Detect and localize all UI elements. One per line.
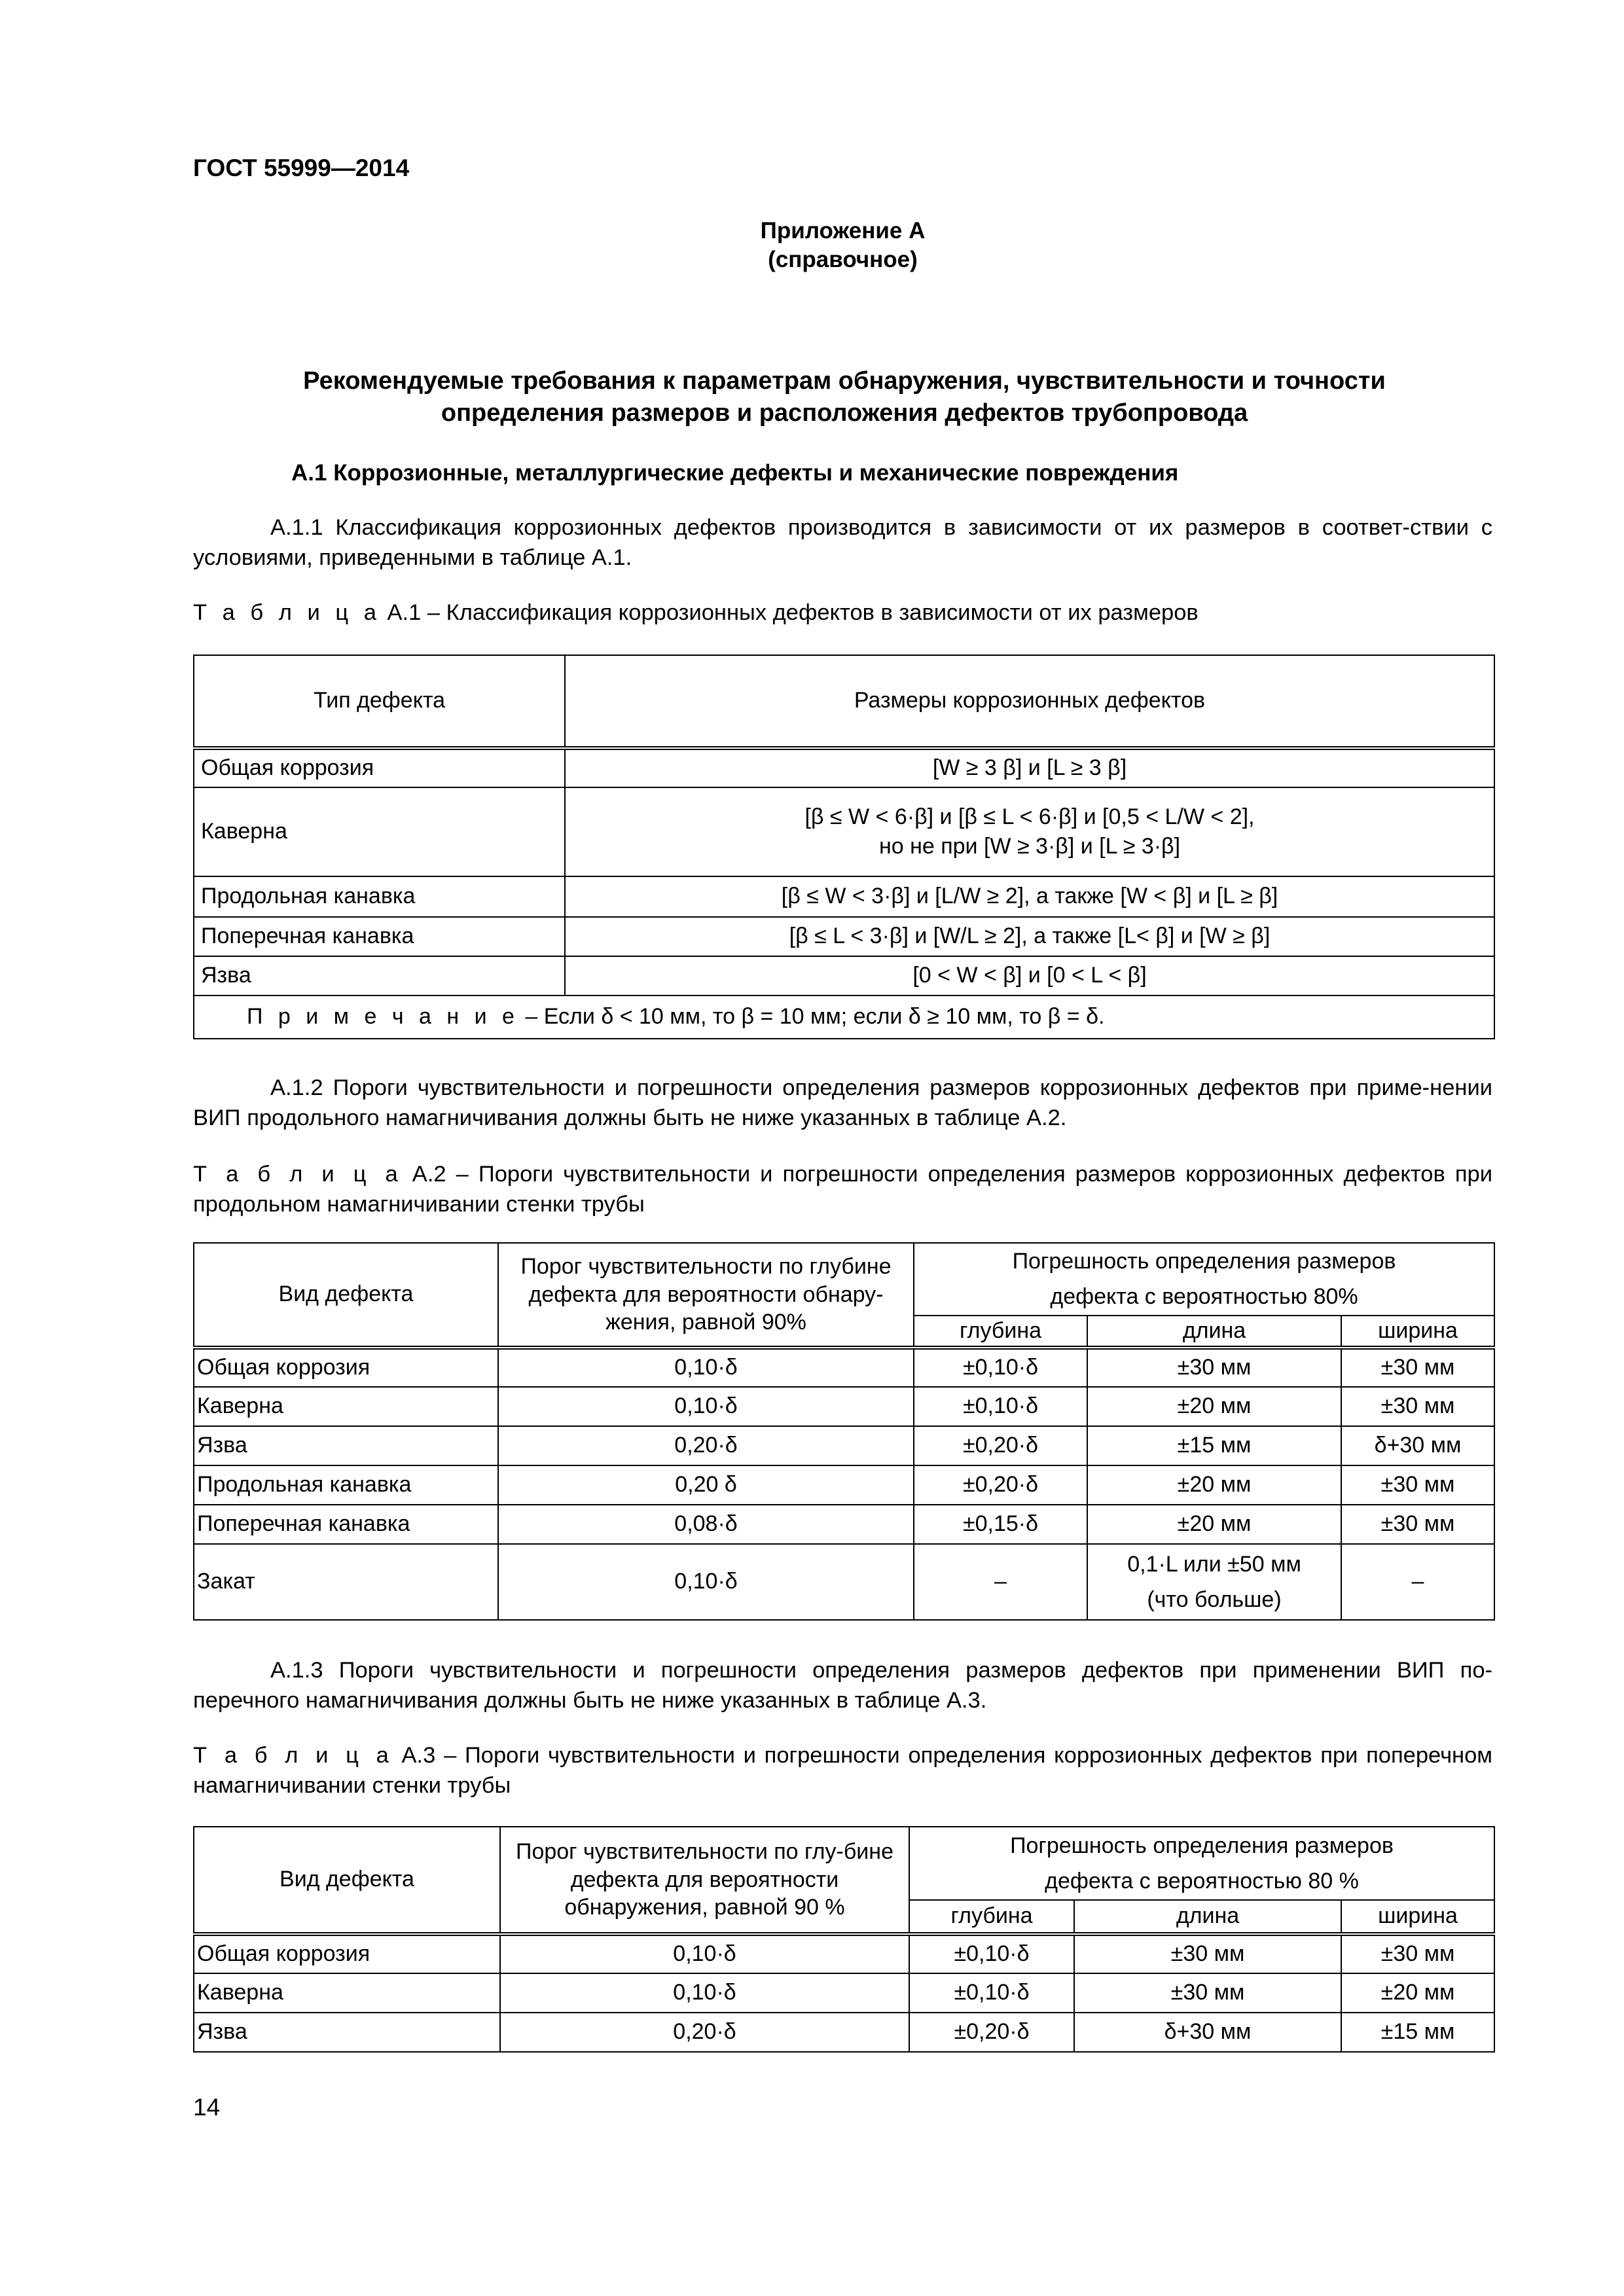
table1-cell-type: Общая коррозия bbox=[194, 748, 565, 787]
table1-cell-type: Каверна bbox=[194, 787, 565, 876]
table3-header-threshold: Порог чувствительности по глу-бине дефекта для вероятности обнаружения, равной 90 % bbox=[500, 1827, 909, 1934]
table2 bbox=[193, 1242, 1495, 1621]
paragraph-a12: А.1.2 Пороги чувствительности и погрешности определения размеров коррозионных дефектов при приме-нении ВИП продольного намагничивания должны быть не ниже указанных в таблице А.2. bbox=[193, 1075, 1492, 1130]
table3-cell-threshold: 0,10·δ bbox=[500, 1973, 909, 2013]
table1-cell-size: [W ≥ 3 β] и [L ≥ 3 β] bbox=[565, 748, 1494, 787]
table3-cell-length: δ+30 мм bbox=[1074, 2013, 1341, 2052]
table1-cell-size-line1: [β ≤ W < 6·β] и [β ≤ L < 6·β] и [0,5 < L/W < 2], bbox=[804, 804, 1255, 829]
table1-cell-size: [β ≤ W < 3·β] и [L/W ≥ 2], а также [W < β] и [L ≥ β] bbox=[565, 876, 1494, 917]
table2-cell-length: ±15 мм bbox=[1087, 1426, 1341, 1465]
table3-header-error bbox=[909, 1827, 1494, 1900]
table1-cell-size-line2: но не при [W ≥ 3·β] и [L ≥ 3·β] bbox=[878, 834, 1181, 859]
page-number: 14 bbox=[193, 2094, 221, 2121]
table2-header-error bbox=[914, 1243, 1494, 1316]
table1-cell-size: [β ≤ L < 3·β] и [W/L ≥ 2], а также [L< β] и [W ≥ β] bbox=[565, 917, 1494, 956]
table2-cell-depth: – bbox=[914, 1544, 1087, 1620]
table2-cell-length: ±30 мм bbox=[1087, 1348, 1341, 1387]
table-row bbox=[194, 1426, 1494, 1465]
table1-caption bbox=[193, 598, 1492, 628]
table3-header-error-line1: Погрешность определения размеров bbox=[1010, 1833, 1394, 1858]
table2-header-depth: глубина bbox=[914, 1316, 1087, 1348]
table2-cell-type: Каверна bbox=[194, 1387, 498, 1426]
section-heading-a1: А.1 Коррозионные, металлургические дефекты и механические повреждения bbox=[291, 460, 1179, 486]
table-row bbox=[194, 787, 1494, 876]
paragraph-a13: А.1.3 Пороги чувствительности и погрешности определения размеров дефектов при применении ВИП по-перечного намагничивания должны быть не ниже указанных в таблице А.3. bbox=[193, 1658, 1492, 1713]
table-row bbox=[194, 1505, 1494, 1544]
table-row bbox=[194, 2013, 1494, 2052]
table2-cell-depth: ±0,10·δ bbox=[914, 1387, 1087, 1426]
table1-note-lead: П р и м е ч а н и е bbox=[247, 1004, 519, 1030]
table1-cell-size: [0 < W < β] и [0 < L < β] bbox=[565, 956, 1494, 996]
table3-cell-depth: ±0,20·δ bbox=[909, 2013, 1074, 2052]
table1-caption-lead: Т а б л и ц а bbox=[193, 600, 381, 625]
table2-cell-length: ±20 мм bbox=[1087, 1387, 1341, 1426]
table2-cell-threshold: 0,10·δ bbox=[498, 1544, 914, 1620]
table2-header-length: длина bbox=[1087, 1316, 1341, 1348]
table3-cell-length: ±30 мм bbox=[1074, 1934, 1341, 1973]
appendix-title: Приложение А bbox=[760, 218, 926, 243]
table2-cell-width: – bbox=[1341, 1544, 1494, 1620]
table2-cell-width: ±30 мм bbox=[1341, 1348, 1494, 1387]
table2-cell-width: ±30 мм bbox=[1341, 1505, 1494, 1544]
table2-cell-type: Общая коррозия bbox=[194, 1348, 498, 1387]
table2-cell-threshold: 0,20·δ bbox=[498, 1426, 914, 1465]
table-row bbox=[194, 748, 1494, 787]
table-row bbox=[194, 1544, 1494, 1620]
table3-header-type: Вид дефекта bbox=[194, 1827, 500, 1934]
document-header: ГОСТ 55999—2014 bbox=[193, 154, 410, 181]
table2-cell-width: δ+30 мм bbox=[1341, 1426, 1494, 1465]
table2-cell-type: Язва bbox=[194, 1426, 498, 1465]
table3-cell-depth: ±0,10·δ bbox=[909, 1934, 1074, 1973]
table-row bbox=[194, 956, 1494, 996]
table1-header-sizes: Размеры коррозионных дефектов bbox=[565, 655, 1494, 748]
table2-cell-depth: ±0,20·δ bbox=[914, 1426, 1087, 1465]
table2-header-error-line1: Погрешность определения размеров bbox=[1012, 1249, 1396, 1274]
paragraph-a11: А.1.1 Классификация коррозионных дефектов производится в зависимости от их размеров в соответ-ствии с условиями, приведенными в таблице А.1. bbox=[193, 515, 1492, 570]
table3-caption-lead: Т а б л и ц а bbox=[193, 1743, 393, 1768]
table1-header-type: Тип дефекта bbox=[194, 655, 565, 748]
table-row bbox=[194, 917, 1494, 956]
table-row bbox=[194, 1465, 1494, 1505]
table2-cell-length-line1: 0,1·L или ±50 мм bbox=[1127, 1551, 1301, 1577]
table1-cell-size bbox=[565, 787, 1494, 876]
table1-note bbox=[194, 996, 1494, 1039]
table2-cell-depth: ±0,15·δ bbox=[914, 1505, 1087, 1544]
table-row bbox=[194, 1387, 1494, 1426]
table2-cell-threshold: 0,10·δ bbox=[498, 1387, 914, 1426]
table1-cell-type: Продольная канавка bbox=[194, 876, 565, 917]
table3-cell-length: ±30 мм bbox=[1074, 1973, 1341, 2013]
table1-cell-type: Поперечная канавка bbox=[194, 917, 565, 956]
table2-header-width: ширина bbox=[1341, 1316, 1494, 1348]
table2-cell-threshold: 0,20 δ bbox=[498, 1465, 914, 1505]
table2-caption-lead: Т а б л и ц а bbox=[193, 1162, 403, 1187]
table2-cell-length: ±20 мм bbox=[1087, 1505, 1341, 1544]
table3-caption bbox=[193, 1741, 1492, 1801]
table2-caption bbox=[193, 1160, 1492, 1220]
table2-cell-width: ±30 мм bbox=[1341, 1387, 1494, 1426]
table3-cell-width: ±15 мм bbox=[1341, 2013, 1494, 2052]
table1-cell-type: Язва bbox=[194, 956, 565, 996]
table2-header-type: Вид дефекта bbox=[194, 1243, 498, 1348]
table2-cell-depth: ±0,20·δ bbox=[914, 1465, 1087, 1505]
table-row bbox=[194, 1348, 1494, 1387]
table3 bbox=[193, 1826, 1495, 2053]
table2-cell-length-line2: (что больше) bbox=[1147, 1587, 1282, 1612]
table3-cell-depth: ±0,10·δ bbox=[909, 1973, 1074, 2013]
table-row bbox=[194, 1973, 1494, 2013]
table-row bbox=[194, 996, 1494, 1039]
table3-header-length: длина bbox=[1074, 1900, 1341, 1934]
table3-caption-text: А.3 – Пороги чувствительности и погрешности определения коррозионных дефектов при поперечном намагничивании стенки трубы bbox=[193, 1743, 1492, 1798]
table1-note-text: – Если δ < 10 мм, то β = 10 мм; если δ ≥ 10 мм, то β = δ. bbox=[518, 1004, 1105, 1030]
table-row bbox=[194, 1934, 1494, 1973]
table3-cell-threshold: 0,10·δ bbox=[500, 1934, 909, 1973]
table2-cell-length bbox=[1087, 1544, 1341, 1620]
table3-cell-width: ±30 мм bbox=[1341, 1934, 1494, 1973]
table3-cell-type: Каверна bbox=[194, 1973, 500, 2013]
table2-header-threshold: Порог чувствительности по глубине дефекта для вероятности обнару-жения, равной 90% bbox=[498, 1243, 914, 1348]
table3-header-width: ширина bbox=[1341, 1900, 1494, 1934]
table2-cell-threshold: 0,08·δ bbox=[498, 1505, 914, 1544]
table3-cell-threshold: 0,20·δ bbox=[500, 2013, 909, 2052]
table3-cell-type: Язва bbox=[194, 2013, 500, 2052]
table3-header-error-line2: дефекта с вероятностью 80 % bbox=[1045, 1869, 1359, 1893]
table2-cell-type: Продольная канавка bbox=[194, 1465, 498, 1505]
table2-caption-text: А.2 – Пороги чувствительности и погрешности определения размеров коррозионных дефектов при продольном намагничивании стенки трубы bbox=[193, 1162, 1492, 1217]
table3-cell-type: Общая коррозия bbox=[194, 1934, 500, 1973]
table2-cell-width: ±30 мм bbox=[1341, 1465, 1494, 1505]
table2-cell-depth: ±0,10·δ bbox=[914, 1348, 1087, 1387]
table2-cell-type: Закат bbox=[194, 1544, 498, 1620]
table3-header-depth: глубина bbox=[909, 1900, 1074, 1934]
table-row bbox=[194, 876, 1494, 917]
table2-cell-length: ±20 мм bbox=[1087, 1465, 1341, 1505]
table1 bbox=[193, 655, 1495, 1039]
table1-caption-text: А.1 – Классификация коррозионных дефектов в зависимости от их размеров bbox=[380, 600, 1199, 625]
appendix-type: (справочное) bbox=[768, 247, 918, 272]
table3-cell-width: ±20 мм bbox=[1341, 1973, 1494, 2013]
main-title: Рекомендуемые требования к параметрам обнаружения, чувствительности и точности определения размеров и расположения дефектов трубопровода bbox=[303, 367, 1386, 427]
table2-cell-threshold: 0,10·δ bbox=[498, 1348, 914, 1387]
table2-header-error-line2: дефекта с вероятностью 80% bbox=[1050, 1284, 1358, 1310]
table2-cell-type: Поперечная канавка bbox=[194, 1505, 498, 1544]
